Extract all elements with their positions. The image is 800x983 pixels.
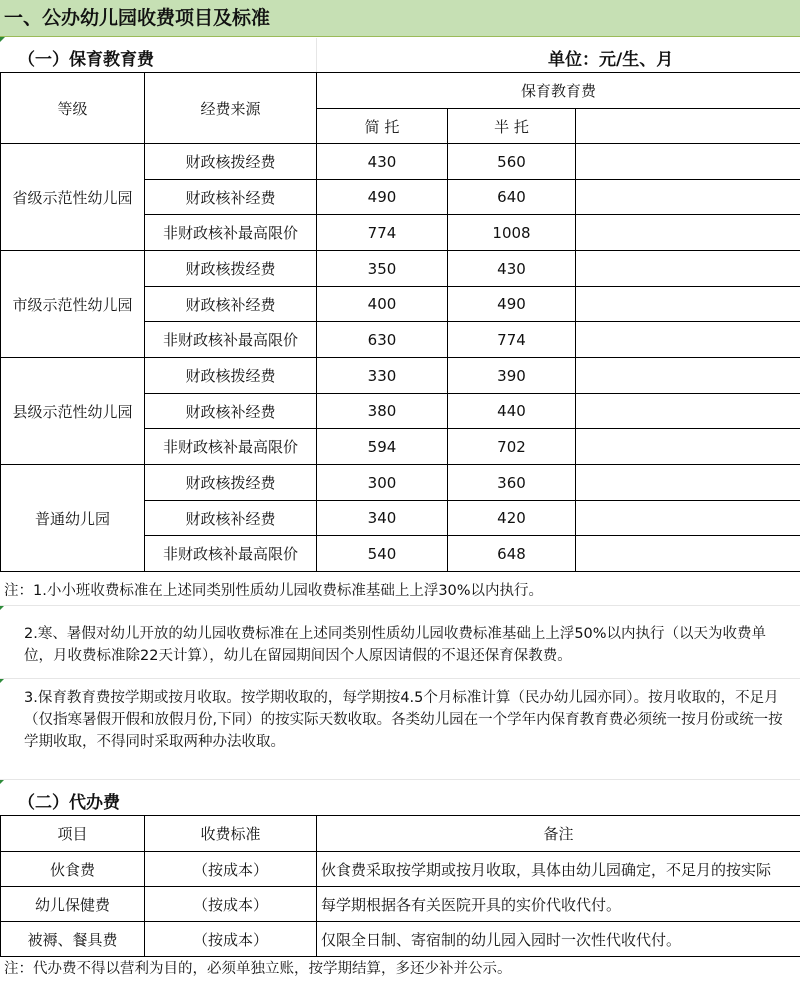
half-fee-cell: 648 bbox=[448, 536, 576, 572]
remark-cell: 仅限全日制、寄宿制的幼儿园入园时一次性代收代付。 bbox=[317, 922, 800, 957]
simple-fee-cell: 300 bbox=[317, 465, 448, 501]
part1-title: （一）保育教育费 bbox=[18, 50, 154, 70]
half-fee-cell: 390 bbox=[448, 358, 576, 394]
simple-fee-cell: 490 bbox=[317, 180, 448, 215]
level-cell: 普通幼儿园 bbox=[1, 465, 145, 572]
blank-cell bbox=[576, 251, 800, 287]
note-3: 3.保育教育费按学期或按月收取。按学期收取的，每学期按4.5个月标准计算（民办幼儿园亦同）。按月收取的，不足月（仅指寒暑假开假和放假月份,下同）的按实际天数收取。各类幼儿园在一个学年内保育教育费必须统一按月份或统一按学期收取，不得同时采取两种办法收取。 bbox=[24, 690, 783, 750]
half-fee-cell: 430 bbox=[448, 251, 576, 287]
gridline bbox=[0, 605, 800, 606]
level-cell: 县级示范性幼儿园 bbox=[1, 358, 145, 465]
part1-header-row bbox=[0, 38, 800, 72]
agency-fee-table bbox=[0, 815, 800, 957]
source-cell: 财政核补经费 bbox=[145, 394, 317, 429]
source-cell: 财政核拨经费 bbox=[145, 251, 317, 287]
simple-fee-cell: 340 bbox=[317, 501, 448, 536]
blank-cell bbox=[576, 394, 800, 429]
blank-cell bbox=[576, 215, 800, 251]
source-cell: 财政核拨经费 bbox=[145, 358, 317, 394]
simple-fee-cell: 400 bbox=[317, 287, 448, 322]
simple-fee-cell: 630 bbox=[317, 322, 448, 358]
standard-cell: （按成本） bbox=[145, 922, 317, 957]
blank-cell bbox=[576, 144, 800, 180]
remark-cell: 每学期根据各有关医院开具的实价代收代付。 bbox=[317, 887, 800, 922]
simple-fee-cell: 540 bbox=[317, 536, 448, 572]
item-cell: 伙食费 bbox=[1, 852, 145, 887]
source-cell: 财政核补经费 bbox=[145, 180, 317, 215]
blank-cell bbox=[576, 180, 800, 215]
simple-fee-cell: 330 bbox=[317, 358, 448, 394]
half-fee-cell: 1008 bbox=[448, 215, 576, 251]
half-fee-cell: 490 bbox=[448, 287, 576, 322]
half-fee-cell: 640 bbox=[448, 180, 576, 215]
blank-cell bbox=[576, 501, 800, 536]
item-cell: 被褥、餐具费 bbox=[1, 922, 145, 957]
half-fee-cell: 420 bbox=[448, 501, 576, 536]
gridline bbox=[316, 38, 317, 72]
header-remark: 备注 bbox=[317, 816, 800, 852]
header-level: 等级 bbox=[1, 73, 145, 144]
header-blank bbox=[576, 109, 800, 144]
source-cell: 非财政核补最高限价 bbox=[145, 536, 317, 572]
note-2: 2.寒、暑假对幼儿开放的幼儿园收费标准在上述同类别性质幼儿园收费标准基础上上浮50%以内执行（以天为收费单位，月收费标准除22天计算），幼儿在留园期间因个人原因请假的不退还保育保教费。 bbox=[24, 626, 767, 664]
half-fee-cell: 774 bbox=[448, 322, 576, 358]
standard-cell: （按成本） bbox=[145, 887, 317, 922]
blank-cell bbox=[576, 536, 800, 572]
simple-fee-cell: 380 bbox=[317, 394, 448, 429]
half-fee-cell: 702 bbox=[448, 429, 576, 465]
level-cell: 省级示范性幼儿园 bbox=[1, 144, 145, 251]
source-cell: 财政核补经费 bbox=[145, 501, 317, 536]
tuition-fee-table bbox=[0, 72, 800, 572]
source-cell: 非财政核补最高限价 bbox=[145, 322, 317, 358]
header-fee-group: 保育教育费 bbox=[317, 73, 800, 109]
half-fee-cell: 360 bbox=[448, 465, 576, 501]
blank-cell bbox=[576, 429, 800, 465]
simple-fee-cell: 594 bbox=[317, 429, 448, 465]
note-agency: 注：代办费不得以营利为目的，必须单独立账，按学期结算，多还少补并公示。 bbox=[4, 961, 512, 977]
remark-cell: 伙食费采取按学期或按月收取，具体由幼儿园确定，不足月的按实际 bbox=[317, 852, 800, 887]
half-fee-cell: 440 bbox=[448, 394, 576, 429]
header-half: 半 托 bbox=[448, 109, 576, 144]
header-item: 项目 bbox=[1, 816, 145, 852]
gridline bbox=[0, 678, 800, 679]
section-title: 一、公办幼儿园收费项目及标准 bbox=[0, 0, 800, 37]
blank-cell bbox=[576, 465, 800, 501]
source-cell: 非财政核补最高限价 bbox=[145, 215, 317, 251]
standard-cell: （按成本） bbox=[145, 852, 317, 887]
blank-cell bbox=[576, 358, 800, 394]
unit-label: 单位：元/生、月 bbox=[548, 50, 674, 70]
source-cell: 财政核补经费 bbox=[145, 287, 317, 322]
simple-fee-cell: 350 bbox=[317, 251, 448, 287]
level-cell: 市级示范性幼儿园 bbox=[1, 251, 145, 358]
source-cell: 非财政核补最高限价 bbox=[145, 429, 317, 465]
blank-cell bbox=[576, 287, 800, 322]
source-cell: 财政核拨经费 bbox=[145, 465, 317, 501]
source-cell: 财政核拨经费 bbox=[145, 144, 317, 180]
part2-title: （二）代办费 bbox=[18, 793, 120, 813]
gridline bbox=[0, 779, 800, 780]
item-cell: 幼儿保健费 bbox=[1, 887, 145, 922]
half-fee-cell: 560 bbox=[448, 144, 576, 180]
blank-cell bbox=[576, 322, 800, 358]
header-simple: 简 托 bbox=[317, 109, 448, 144]
simple-fee-cell: 430 bbox=[317, 144, 448, 180]
note-1: 注：1.小小班收费标准在上述同类别性质幼儿园收费标准基础上上浮30%以内执行。 bbox=[4, 583, 544, 599]
header-standard: 收费标准 bbox=[145, 816, 317, 852]
header-source: 经费来源 bbox=[145, 73, 317, 144]
simple-fee-cell: 774 bbox=[317, 215, 448, 251]
part2-header-row bbox=[0, 783, 800, 815]
